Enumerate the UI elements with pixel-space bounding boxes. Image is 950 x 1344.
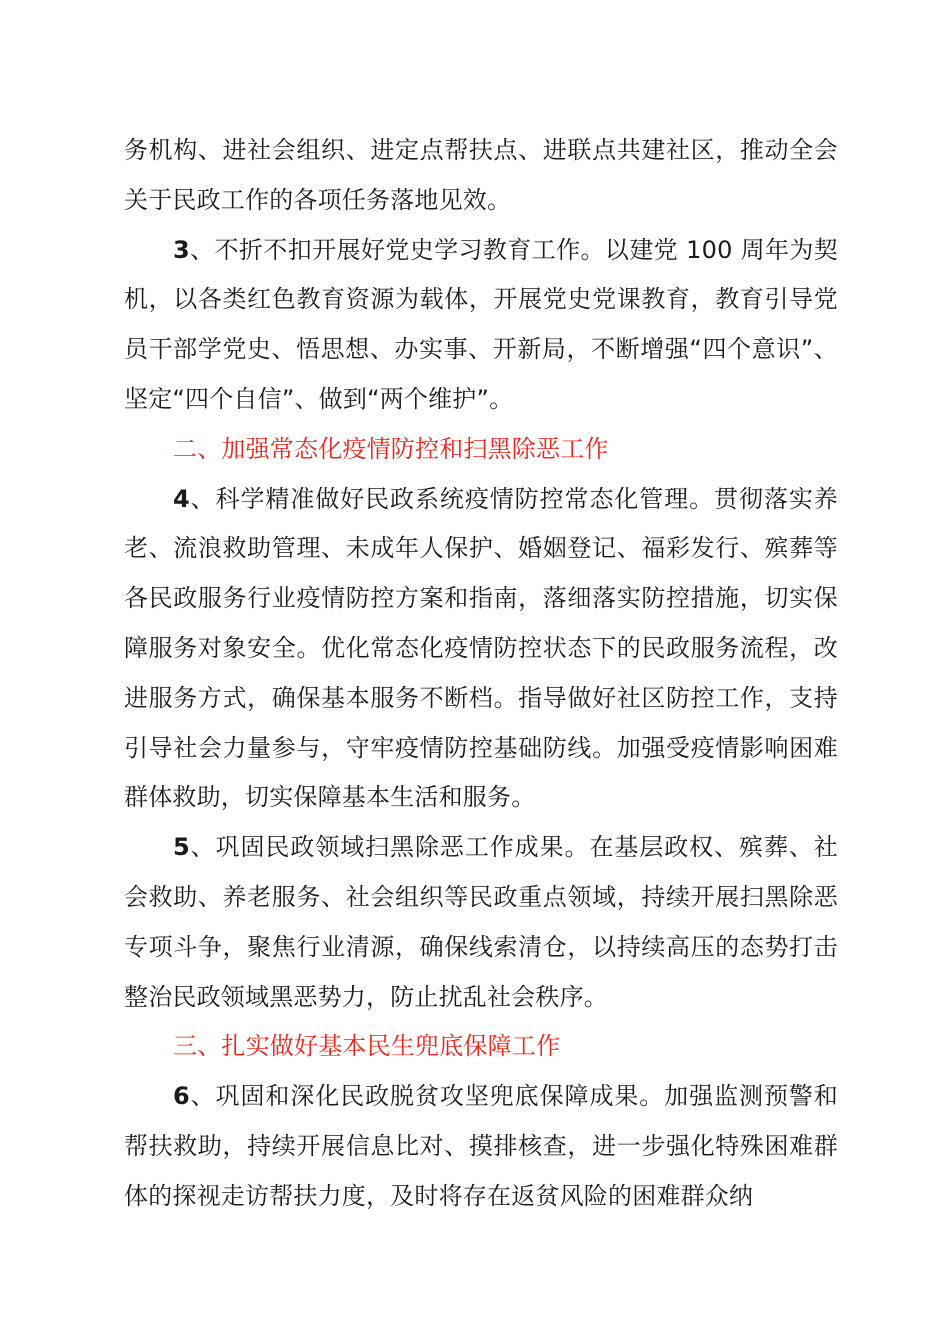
paragraph-item-4 bbox=[124, 475, 838, 824]
paragraph-text: 、巩固民政领域扫黑除恶工作成果。在基层政权、殡葬、社会救助、养老服务、社会组织等民政重点领域，持续开展扫黑除恶专项斗争，聚焦行业清源，确保线索清仓，以持续高压的态势打击整治民政领域黑恶势力，防止扰乱社会秩序。 bbox=[124, 833, 838, 1011]
paragraph-item-6 bbox=[124, 1072, 838, 1221]
item-number: 3 bbox=[173, 235, 190, 264]
section-heading-2: 二、加强常态化疫情防控和扫黑除恶工作 bbox=[173, 434, 609, 463]
paragraph-item-5 bbox=[124, 823, 838, 1022]
item-number: 6 bbox=[173, 1082, 190, 1111]
paragraph-item-3 bbox=[124, 226, 838, 425]
paragraph-text: 、巩固和深化民政脱贫攻坚兜底保障成果。加强监测预警和帮扶救助，持续开展信息比对、摸排核查，进一步强化特殊困难群体的探视走访帮扶力度，及时将存在返贫风险的困难群众纳 bbox=[124, 1082, 838, 1210]
paragraph-text: 务机构、进社会组织、进定点帮扶点、进联点共建社区，推动全会关于民政工作的各项任务落地见效。 bbox=[124, 136, 838, 214]
item-number: 5 bbox=[173, 833, 190, 862]
item-number: 4 bbox=[173, 484, 190, 513]
paragraph-text: 、不折不扣开展好党史学习教育工作。以建党 100 周年为契机，以各类红色教育资源为载体，开展党史党课教育，教育引导党员干部学党史、悟思想、办实事、开新局，不断增强“四个意识”、坚定“四个自信”、做到“两个维护”。 bbox=[124, 235, 838, 413]
section-heading-3: 三、扎实做好基本民生兜底保障工作 bbox=[173, 1032, 561, 1061]
document-body bbox=[124, 126, 838, 1222]
paragraph-text: 、科学精准做好民政系统疫情防控常态化管理。贯彻落实养老、流浪救助管理、未成年人保护、婚姻登记、福彩发行、殡葬等各民政服务行业疫情防控方案和指南，落细落实防控措施，切实保障服务对象安全。优化常态化疫情防控状态下的民政服务流程，改进服务方式，确保基本服务不断档。指导做好社区防控工作，支持引导社会力量参与，守牢疫情防控基础防线。加强受疫情影响困难群体救助，切实保障基本生活和服务。 bbox=[124, 484, 838, 812]
paragraph-continuation bbox=[124, 126, 838, 226]
